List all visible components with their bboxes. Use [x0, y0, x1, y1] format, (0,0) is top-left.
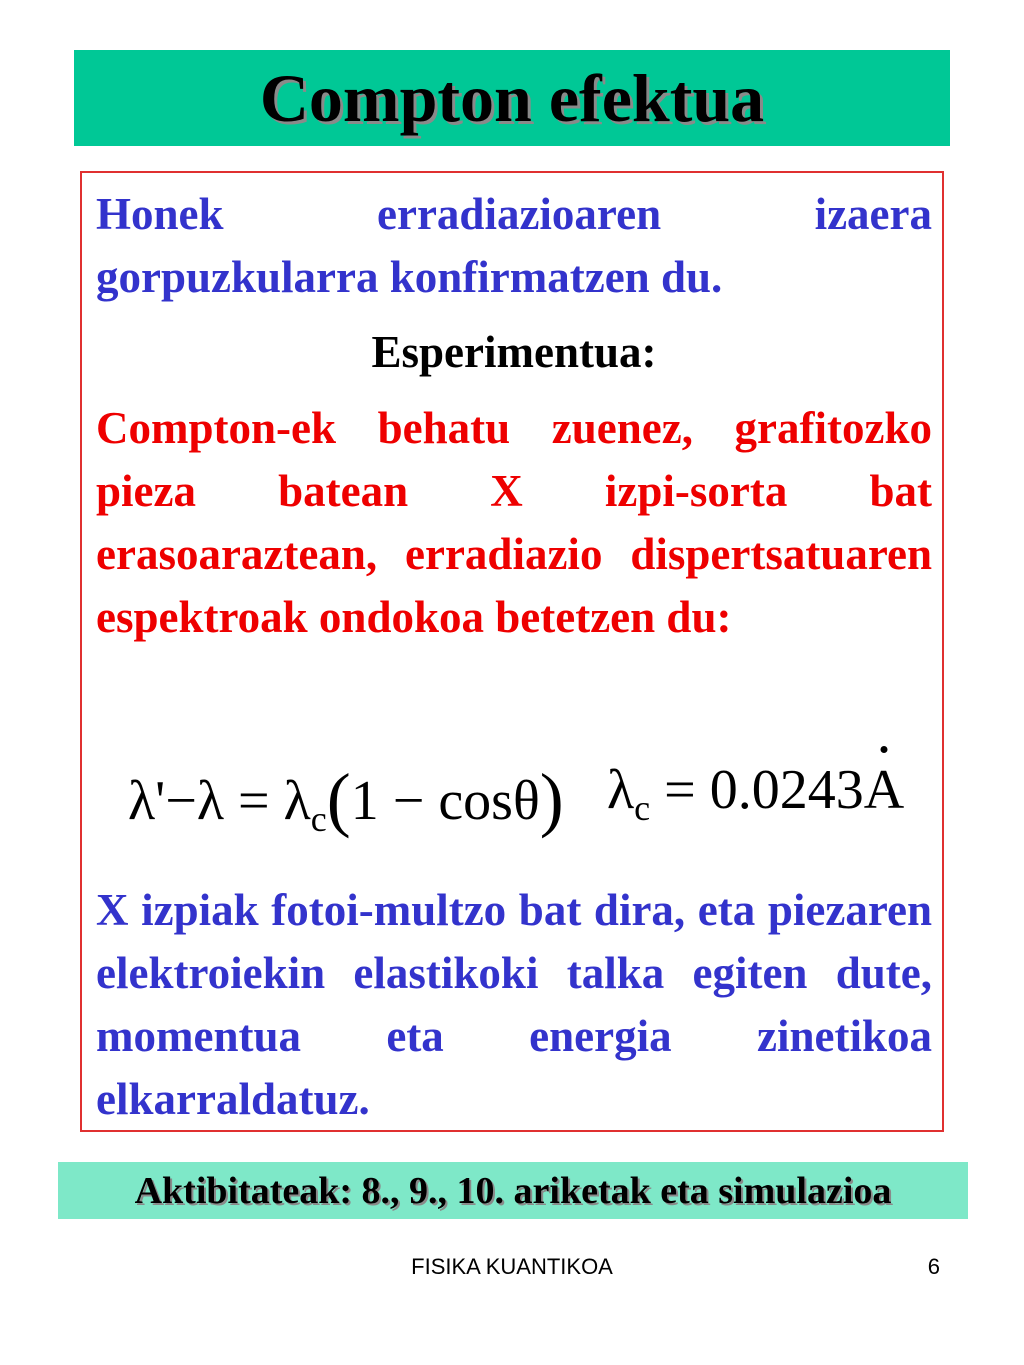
- lambda-c-symbol: λ: [283, 770, 311, 832]
- lambda-c-symbol-2: λ: [607, 759, 635, 821]
- angstrom-letter: A: [863, 759, 905, 821]
- page-number: 6: [927, 1254, 940, 1279]
- lambda-c-subscript: c: [310, 799, 327, 839]
- activities-text: Aktibitateak: 8., 9., 10. ariketak eta simulazioa: [134, 1169, 892, 1212]
- title-bar: [74, 50, 950, 146]
- minus-sign-2: −: [392, 770, 425, 832]
- compton-wavelength-equation: [607, 758, 904, 829]
- compton-shift-equation: [128, 758, 564, 841]
- lambda-c-subscript-2: c: [634, 788, 651, 828]
- explanation-paragraph: X izpiak fotoi-multzo bat dira, eta piezaren elektroiekin elastikoki talka egiten dute, momentua eta energia zinetikoa elkarraldatuz.: [96, 885, 932, 1124]
- section-heading: Esperimentua:: [371, 327, 657, 377]
- footer-label: FISIKA KUANTIKOA: [411, 1254, 613, 1279]
- intro-paragraph: Honek erradiazioaren izaera gorpuzkularra konfirmatzen du.: [96, 189, 932, 302]
- angstrom-unit: [864, 758, 904, 822]
- lambda-symbol: λ: [196, 770, 224, 832]
- compton-formula: [122, 758, 922, 838]
- angstrom-dot-icon: [880, 746, 887, 753]
- theta-symbol: θ: [512, 770, 540, 832]
- open-paren: (: [326, 759, 351, 839]
- minus-sign: −: [165, 770, 197, 832]
- compton-wavelength-value: 0.0243: [709, 759, 864, 821]
- equals-sign-2: =: [664, 759, 696, 821]
- lambda-prime-symbol: λ': [128, 770, 166, 832]
- experiment-paragraph: Compton-ek behatu zuenez, grafitozko pieza batean X izpi-sorta bat erasoaraztean, erradiazio dispertsatuaren espektroak ondokoa betetzen du:: [96, 403, 932, 642]
- close-paren: ): [539, 759, 564, 839]
- cos-function: cos: [438, 770, 513, 832]
- one-digit: 1: [350, 770, 379, 832]
- activities-bar: [58, 1162, 968, 1219]
- page-title: Compton efektua: [259, 59, 765, 136]
- equals-sign: =: [238, 770, 270, 832]
- content-box: [80, 171, 944, 1132]
